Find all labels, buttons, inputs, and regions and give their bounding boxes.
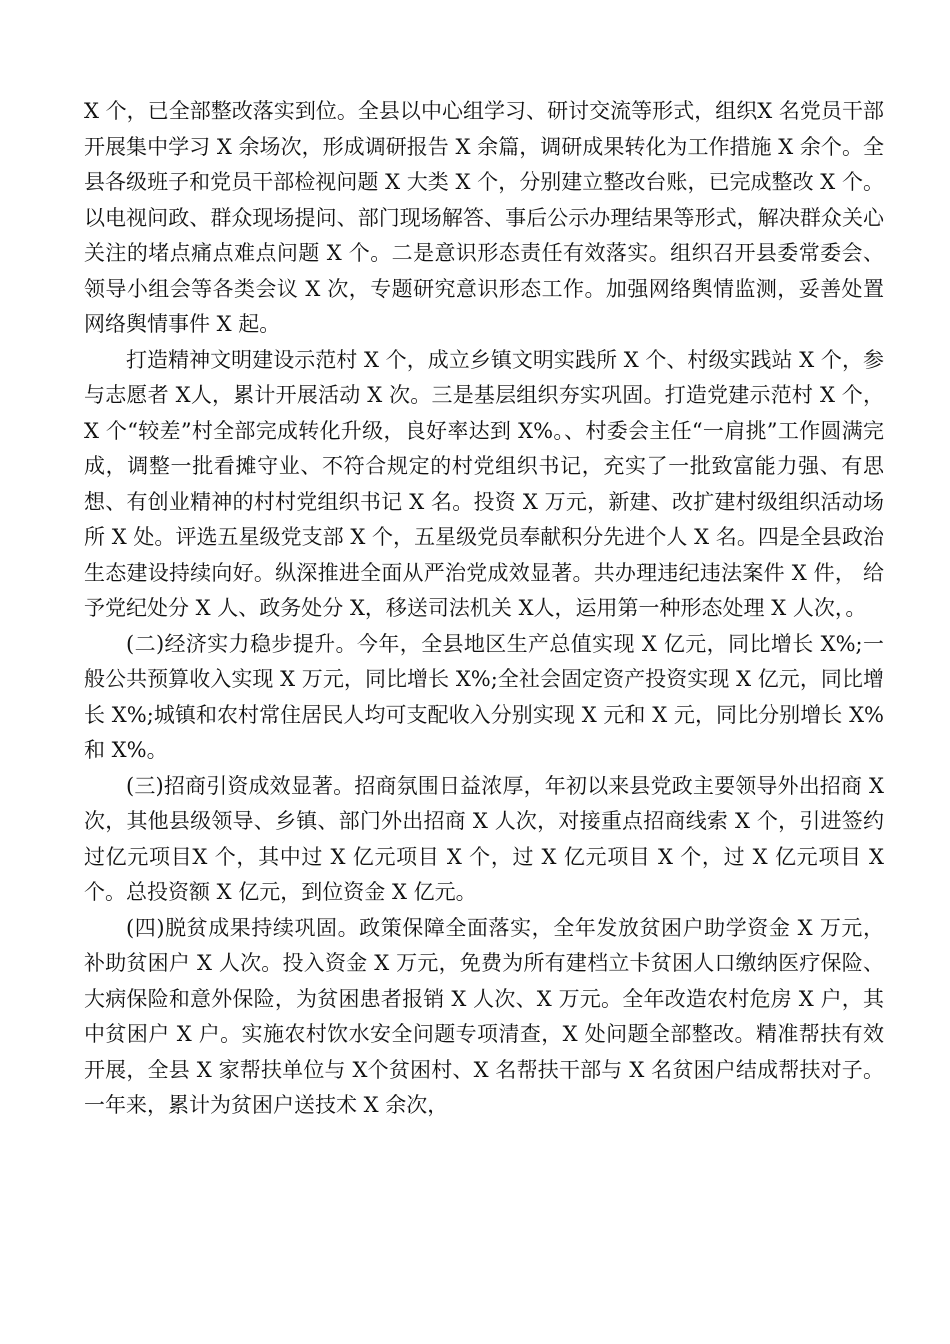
document-page bbox=[84, 94, 884, 1124]
paragraph-2: 打造精神文明建设示范村 X 个，成立乡镇文明实践所 X 个、村级实践站 X 个，参与志愿者 X人，累计开展活动 X 次。三是基层组织夯实巩固。打造党建示范村 X 个，X 个“较差”村全部完成转化升级，良好率达到 X%。、村委会主任“一肩挑”工作圆满完成，调整一批看摊守业、不符合规定的村党组织书记，充实了一批致富能力强、有思想、有创业精神的村村党组织书记 X 名。投资 X 万元，新建、改扩建村级组织活动场所 X 处。评选五星级党支部 X 个，五星级党员奉献积分先进个人 X 名。四是全县政治生态建设持续向好。纵深推进全面从严治党成效显著。共办理违纪违法案件 X 件， 给予党纪处分 X 人、政务处分 X，移送司法机关 X人，运用第一种形态处理 X 人次，。 bbox=[84, 347, 884, 620]
paragraph-5: (四)脱贫成果持续巩固。政策保障全面落实，全年发放贫困户助学资金 X 万元，补助贫困户 X 人次。投入资金 X 万元，免费为所有建档立卡贫困人口缴纳医疗保险、大病保险和意外保险，为贫困患者报销 X 人次、X 万元。全年改造农村危房 X 户，其中贫困户 X 户。实施农村饮水安全问题专项清查，X 处问题全部整改。精准帮扶有效开展，全县 X 家帮扶单位与 X个贫困村、X 名帮扶干部与 X 名贫困户结成帮扶对子。一年来，累计为贫困户送技术 X 余次， bbox=[84, 915, 884, 1117]
paragraph-1: X 个，已全部整改落实到位。全县以中心组学习、研讨交流等形式，组织X 名党员干部开展集中学习 X 余场次，形成调研报告 X 余篇，调研成果转化为工作措施 X 余个。全县各级班子和党员干部检视问题 X 大类 X 个，分别建立整改台账，已完成整改 X 个。以电视问政、群众现场提问、部门现场解答、事后公示办理结果等形式，解决群众关心关注的堵点痛点难点问题 X 个。二是意识形态责任有效落实。组织召开县委常委会、领导小组会等各类会议 X 次，专题研究意识形态工作。加强网络舆情监测，妥善处置网络舆情事件 X 起。 bbox=[84, 99, 884, 336]
paragraph-4: (三)招商引资成效显著。招商氛围日益浓厚，年初以来县党政主要领导外出招商 X 次，其他县级领导、乡镇、部门外出招商 X 人次，对接重点招商线索 X 个，引进签约过亿元项目X 个，其中过 X 亿元项目 X 个，过 X 亿元项目 X 个，过 X 亿元项目 X 个。总投资额 X 亿元，到位资金 X 亿元。 bbox=[84, 773, 884, 904]
paragraph-3: (二)经济实力稳步提升。今年，全县地区生产总值实现 X 亿元，同比增长 X%;一般公共预算收入实现 X 万元，同比增长 X%;全社会固定资产投资实现 X 亿元，同比增长 X%;城镇和农村常住居民人均可支配收入分别实现 X 元和 X 元，同比分别增长 X%和 X%。 bbox=[84, 631, 884, 762]
